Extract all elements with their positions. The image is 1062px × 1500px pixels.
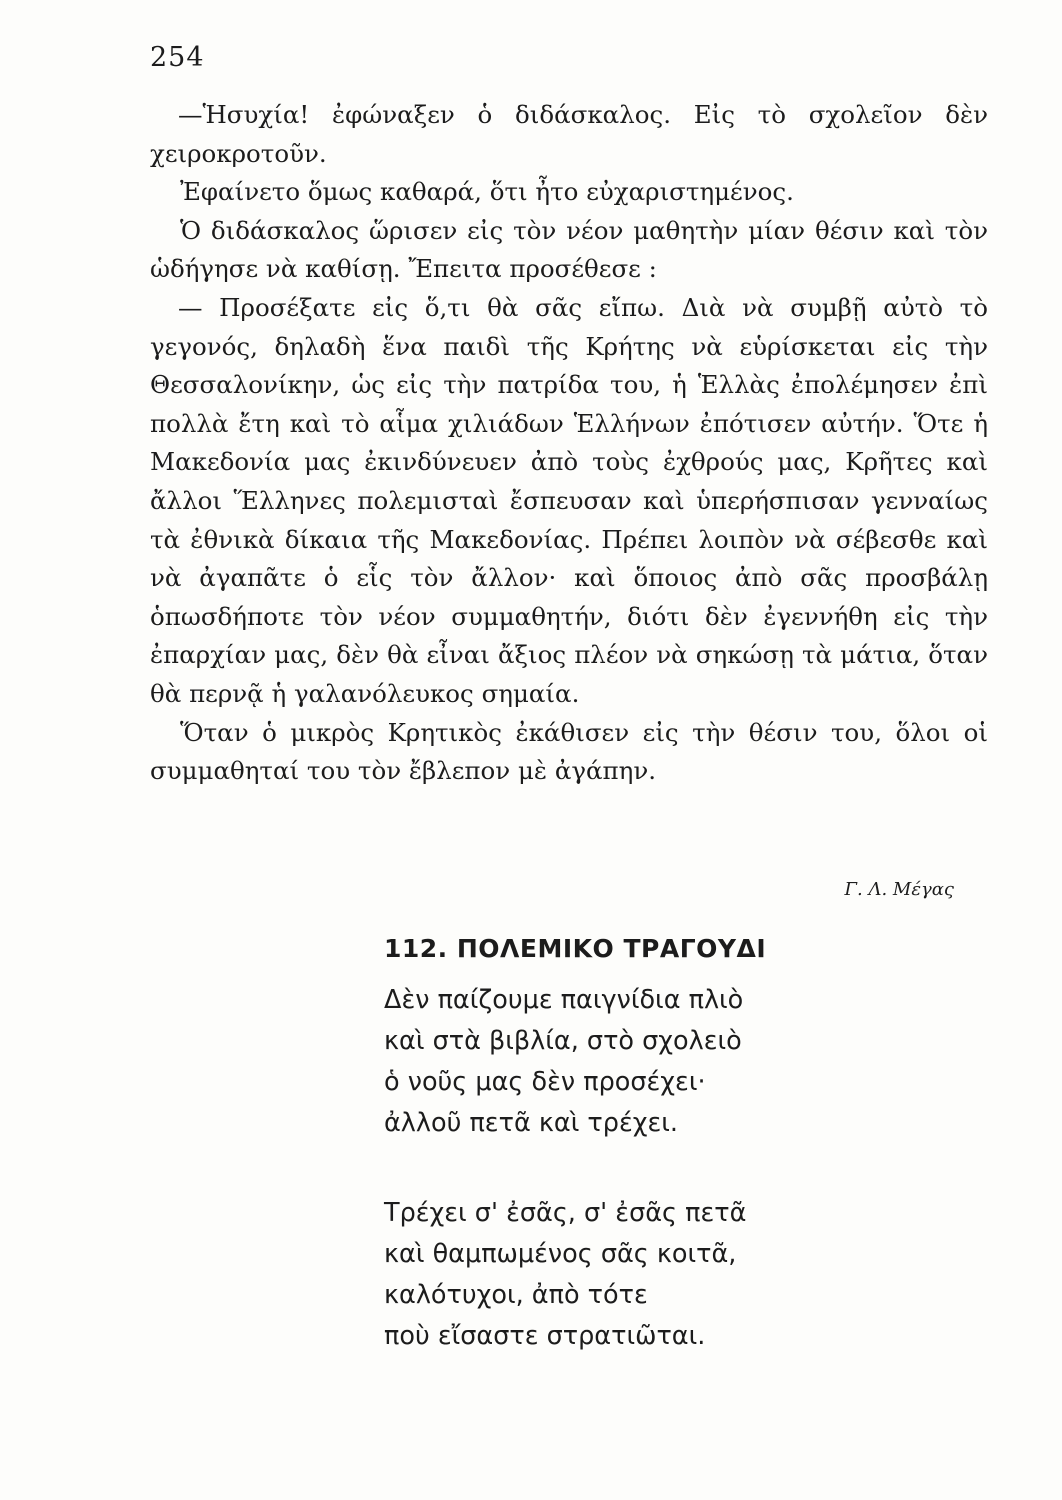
- poem-line: καὶ στὰ βιβλία, στὸ σχολειὸ: [384, 1026, 742, 1056]
- paragraph-teacher-pleased: Ἐφαίνετο ὅμως καθαρά, ὅτι ἦτο εὐχαριστημένος.: [180, 177, 794, 207]
- poem-title: 112. ΠΟΛΕΜΙΚΟ ΤΡΑΓΟΥΔΙ: [384, 934, 767, 963]
- poem-line: καλότυχοι, ἀπὸ τότε: [384, 1280, 648, 1310]
- paragraph-seat-assignment: Ὁ διδάσκαλος ὥρισεν εἰς τὸν νέον μαθητὴν μίαν θέσιν καὶ τὸν ὡδήγησε νὰ καθίσῃ. Ἔπειτα προσέθεσε :: [150, 215, 988, 284]
- paragraph-teacher-speech: — Προσέξατε εἰς ὅ,τι θὰ σᾶς εἴπω. Διὰ νὰ συμβῇ αὐτὸ τὸ γεγονός, δηλαδὴ ἕνα παιδὶ τῆς Κρήτης νὰ εὑρίσκεται εἰς τὴν Θεσσαλονίκην, ὡς εἰς τὴν πατρίδα του, ἡ Ἑλλὰς ἐπολέμησεν ἐπὶ πολλὰ ἔτη καὶ τὸ αἷμα χιλιάδων Ἑλλήνων ἐπότισεν αὐτήν. Ὅτε ἡ Μακεδονία μας ἐκινδύνευεν ἀπὸ τοὺς ἐχθρούς μας, Κρῆτες καὶ ἄλλοι Ἕλληνες πολεμισταὶ ἔσπευσαν καὶ ὑπερήσπισαν γενναίως τὰ ἐθνικὰ δίκαια τῆς Μακεδονίας. Πρέπει λοιπὸν νὰ σέβεσθε καὶ νὰ ἀγαπᾶτε ὁ εἷς τὸν ἄλλον· καὶ ὅποιος ἀπὸ σᾶς προσβάλῃ ὁπωσδήποτε τὸν νέον συμμαθητήν, διότι δὲν ἐγεννήθη εἰς τὴν ἐπαρχίαν μας, δὲν θὰ εἶναι ἄξιος πλέον νὰ σηκώσῃ τὰ μάτια, ὅταν θὰ περνᾷ ἡ γαλανόλευκος σημαία.: [150, 292, 988, 708]
- poem-stanza-2: [384, 1193, 944, 1357]
- poem-line: καὶ θαμπωμένος σᾶς κοιτᾶ,: [384, 1239, 737, 1269]
- poem-line: Δὲν παίζουμε παιγνίδια πλιὸ: [384, 985, 744, 1015]
- prose-body: [150, 96, 988, 791]
- poem-stanza-1: [384, 980, 944, 1144]
- poem-line: ἀλλοῦ πετᾶ καὶ τρέχει.: [384, 1108, 678, 1138]
- author-signature: Γ. Λ. Μέγας: [844, 879, 954, 900]
- poem-line: ποὺ εἴσαστε στρατιῶται.: [384, 1321, 706, 1351]
- page-number: 254: [150, 42, 205, 73]
- poem-line: ὁ νοῦς μας δὲν προσέχει·: [384, 1067, 706, 1097]
- poem-line: Τρέχει σ' ἐσᾶς, σ' ἐσᾶς πετᾶ: [384, 1198, 747, 1228]
- paragraph-closing: Ὅταν ὁ μικρὸς Κρητικὸς ἐκάθισεν εἰς τὴν θέσιν του, ὅλοι οἱ συμμαθηταί του τὸν ἔβλεπον μὲ ἀγάπην.: [150, 717, 988, 786]
- paragraph-teacher-silence: —Ἡσυχία! ἐφώναξεν ὁ διδάσκαλος. Εἰς τὸ σχολεῖον δὲν χειροκροτοῦν.: [150, 100, 988, 168]
